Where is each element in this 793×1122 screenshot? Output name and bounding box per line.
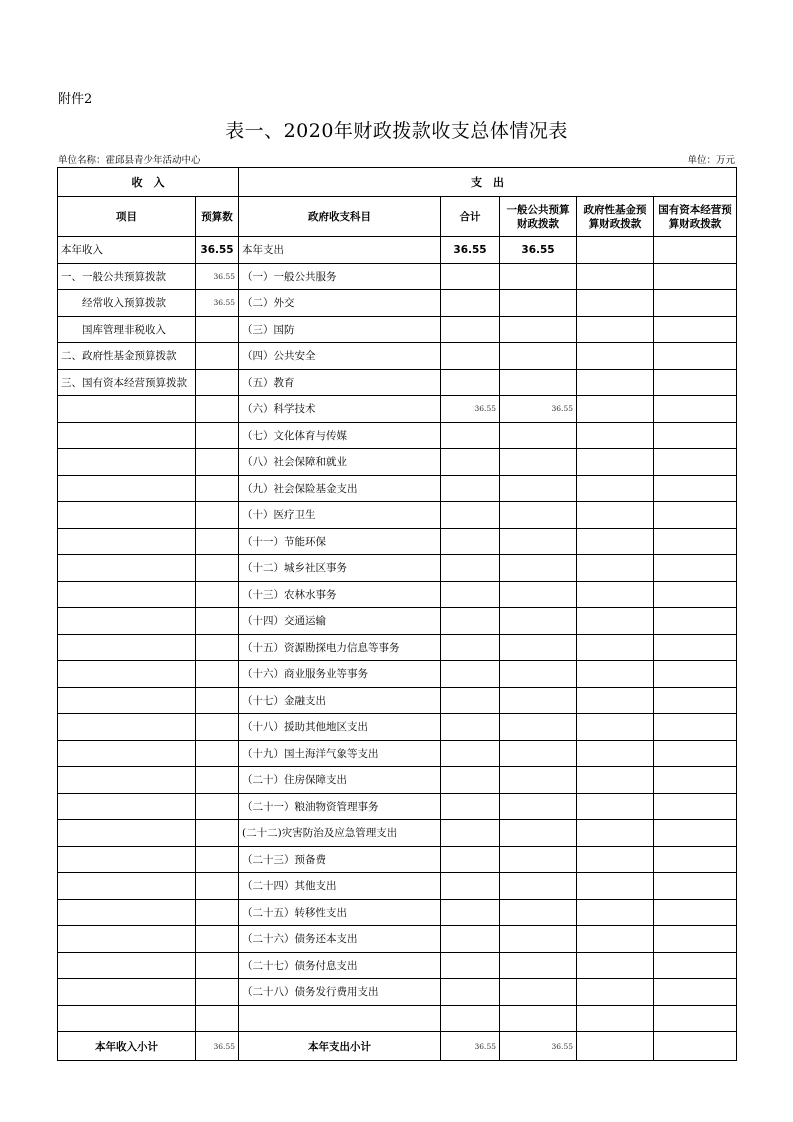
expense-item-gov-fund — [577, 449, 654, 476]
expense-item-total — [441, 767, 500, 794]
table-row — [58, 767, 737, 794]
expense-item-state-capital — [654, 714, 737, 741]
table-row — [58, 343, 737, 370]
expense-item-gov-fund — [577, 369, 654, 396]
expense-item-total — [441, 475, 500, 502]
income-item-value — [196, 1005, 239, 1032]
expense-item-total: 36.55 — [441, 396, 500, 423]
expense-item-gov-fund — [577, 528, 654, 555]
table-row — [58, 979, 737, 1006]
expense-item-general — [500, 661, 577, 688]
expense-item-state-capital — [654, 555, 737, 582]
col-header-gov-fund: 政府性基金预算财政拨款 — [577, 197, 654, 237]
income-item-label — [58, 979, 196, 1006]
subtotal-gov-fund — [577, 1032, 654, 1061]
expense-item-label: （十九）国土海洋气象等支出 — [239, 740, 441, 767]
table-row — [58, 634, 737, 661]
expense-item-general — [500, 528, 577, 555]
expense-item-label: （二十五）转移性支出 — [239, 899, 441, 926]
income-item-value — [196, 979, 239, 1006]
col-header-item: 项目 — [58, 197, 196, 237]
income-item-value — [196, 687, 239, 714]
expense-item-general — [500, 634, 577, 661]
table-row — [58, 263, 737, 290]
expense-item-state-capital — [654, 873, 737, 900]
expense-item-state-capital — [654, 581, 737, 608]
expense-item-general — [500, 740, 577, 767]
currency-unit: 单位：万元 — [687, 155, 735, 166]
expense-item-general — [500, 767, 577, 794]
table-row — [58, 661, 737, 688]
expense-item-gov-fund — [577, 793, 654, 820]
expense-item-gov-fund — [577, 290, 654, 317]
expense-item-general — [500, 1005, 577, 1032]
summary-income-value: 36.55 — [196, 237, 239, 264]
expense-item-gov-fund — [577, 661, 654, 688]
income-subtotal-label: 本年收入小计 — [58, 1032, 196, 1061]
income-item-label — [58, 740, 196, 767]
expense-item-gov-fund — [577, 952, 654, 979]
expense-item-gov-fund — [577, 767, 654, 794]
table-row — [58, 475, 737, 502]
expense-item-general — [500, 475, 577, 502]
expense-item-label: （二十三）预备费 — [239, 846, 441, 873]
expense-item-gov-fund — [577, 873, 654, 900]
expense-item-state-capital — [654, 396, 737, 423]
budget-table — [57, 167, 737, 1061]
income-item-value — [196, 396, 239, 423]
income-item-label: 国库管理非税收入 — [58, 316, 196, 343]
expense-item-state-capital — [654, 422, 737, 449]
summary-state-capital — [654, 237, 737, 264]
expense-item-label: （二十）住房保障支出 — [239, 767, 441, 794]
expense-item-total — [441, 555, 500, 582]
expense-item-gov-fund — [577, 263, 654, 290]
expense-item-general — [500, 899, 577, 926]
expense-item-label: （二十七）债务付息支出 — [239, 952, 441, 979]
income-item-label: 经常收入预算拨款 — [58, 290, 196, 317]
income-item-value — [196, 502, 239, 529]
expense-item-label: （二十六）债务还本支出 — [239, 926, 441, 953]
income-item-value — [196, 316, 239, 343]
expense-item-state-capital — [654, 740, 737, 767]
expense-item-gov-fund — [577, 979, 654, 1006]
table-row — [58, 502, 737, 529]
expense-item-state-capital — [654, 926, 737, 953]
expense-item-gov-fund — [577, 1005, 654, 1032]
expense-item-total — [441, 369, 500, 396]
expense-subtotal-total: 36.55 — [441, 1032, 500, 1061]
expense-item-label: （二十四）其他支出 — [239, 873, 441, 900]
expense-item-gov-fund — [577, 634, 654, 661]
expense-item-total — [441, 634, 500, 661]
summary-expense-general: 36.55 — [500, 237, 577, 264]
expense-item-state-capital — [654, 502, 737, 529]
expense-item-state-capital — [654, 767, 737, 794]
expense-item-general — [500, 714, 577, 741]
income-item-label — [58, 634, 196, 661]
header-row-columns — [58, 197, 737, 237]
expense-subtotal-general: 36.55 — [500, 1032, 577, 1061]
expense-item-total — [441, 979, 500, 1006]
income-item-value — [196, 634, 239, 661]
income-item-value — [196, 899, 239, 926]
income-item-value — [196, 449, 239, 476]
expense-item-gov-fund — [577, 316, 654, 343]
income-item-label — [58, 873, 196, 900]
income-item-label: 二、政府性基金预算拨款 — [58, 343, 196, 370]
income-item-label — [58, 899, 196, 926]
income-item-value — [196, 528, 239, 555]
table-row — [58, 396, 737, 423]
table-row — [58, 952, 737, 979]
expense-item-label — [239, 1005, 441, 1032]
income-item-label: 一、一般公共预算拨款 — [58, 263, 196, 290]
table-row — [58, 369, 737, 396]
table-row — [58, 846, 737, 873]
income-item-label — [58, 767, 196, 794]
income-item-label — [58, 793, 196, 820]
expense-item-state-capital — [654, 979, 737, 1006]
page-title: 表一、2020年财政拨款收支总体情况表 — [225, 120, 568, 142]
income-item-value — [196, 581, 239, 608]
expense-item-total — [441, 1005, 500, 1032]
expense-subtotal-label: 本年支出小计 — [239, 1032, 441, 1061]
income-item-label — [58, 687, 196, 714]
income-item-label — [58, 581, 196, 608]
expense-item-label: （十三）农林水事务 — [239, 581, 441, 608]
income-item-value — [196, 926, 239, 953]
col-header-general-budget: 一般公共预算财政拨款 — [500, 197, 577, 237]
table-row — [58, 899, 737, 926]
unit-name: 单位名称：霍邱县青少年活动中心 — [58, 155, 201, 166]
income-item-label — [58, 846, 196, 873]
income-item-label — [58, 714, 196, 741]
table-row — [58, 873, 737, 900]
income-item-value — [196, 873, 239, 900]
expense-item-label: （十二）城乡社区事务 — [239, 555, 441, 582]
summary-income-label: 本年收入 — [58, 237, 196, 264]
table-row — [58, 793, 737, 820]
expense-item-general — [500, 846, 577, 873]
expense-item-label: （六）科学技术 — [239, 396, 441, 423]
expense-item-gov-fund — [577, 714, 654, 741]
income-item-value — [196, 740, 239, 767]
expense-item-state-capital — [654, 687, 737, 714]
expense-item-total — [441, 873, 500, 900]
table-row — [58, 581, 737, 608]
col-header-state-capital: 国有资本经营预算财政拨款 — [654, 197, 737, 237]
expense-item-total — [441, 316, 500, 343]
income-item-value — [196, 767, 239, 794]
expense-item-gov-fund — [577, 343, 654, 370]
income-item-label — [58, 952, 196, 979]
expense-item-general — [500, 979, 577, 1006]
subtotal-state-capital — [654, 1032, 737, 1061]
expense-item-general — [500, 263, 577, 290]
table-row — [58, 555, 737, 582]
expense-item-general — [500, 449, 577, 476]
expense-item-state-capital — [654, 449, 737, 476]
expense-item-state-capital — [654, 634, 737, 661]
expense-item-general — [500, 316, 577, 343]
expense-item-label: （十四）交通运输 — [239, 608, 441, 635]
expense-item-gov-fund — [577, 581, 654, 608]
expense-item-total — [441, 820, 500, 847]
income-item-label — [58, 528, 196, 555]
income-item-value — [196, 608, 239, 635]
income-item-value — [196, 422, 239, 449]
income-item-value — [196, 793, 239, 820]
income-item-label — [58, 422, 196, 449]
table-row — [58, 740, 737, 767]
totals-row — [58, 1032, 737, 1061]
expense-item-label: （十七）金融支出 — [239, 687, 441, 714]
expense-item-total — [441, 449, 500, 476]
expense-item-total — [441, 422, 500, 449]
expense-item-state-capital — [654, 793, 737, 820]
expense-item-state-capital — [654, 369, 737, 396]
expense-item-general: 36.55 — [500, 396, 577, 423]
expense-item-state-capital — [654, 290, 737, 317]
col-header-gov-subject: 政府收支科目 — [239, 197, 441, 237]
expense-item-label: （九）社会保险基金支出 — [239, 475, 441, 502]
table-row — [58, 714, 737, 741]
expense-item-total — [441, 661, 500, 688]
expense-header: 支 出 — [239, 168, 737, 197]
income-item-label — [58, 475, 196, 502]
expense-item-label: （十一）节能环保 — [239, 528, 441, 555]
expense-item-state-capital — [654, 661, 737, 688]
income-item-label — [58, 926, 196, 953]
expense-item-state-capital — [654, 475, 737, 502]
expense-item-gov-fund — [577, 899, 654, 926]
expense-item-gov-fund — [577, 502, 654, 529]
expense-item-total — [441, 740, 500, 767]
expense-item-label: （二十一）粮油物资管理事务 — [239, 793, 441, 820]
expense-item-label: （十六）商业服务业等事务 — [239, 661, 441, 688]
summary-row — [58, 237, 737, 264]
table-row — [58, 608, 737, 635]
col-header-total: 合计 — [441, 197, 500, 237]
expense-item-total — [441, 952, 500, 979]
table-row — [58, 422, 737, 449]
expense-item-state-capital — [654, 899, 737, 926]
expense-item-total — [441, 528, 500, 555]
expense-item-total — [441, 926, 500, 953]
income-item-value — [196, 343, 239, 370]
income-item-value: 36.55 — [196, 263, 239, 290]
summary-expense-total: 36.55 — [441, 237, 500, 264]
expense-item-total — [441, 608, 500, 635]
expense-item-state-capital — [654, 263, 737, 290]
expense-item-total — [441, 899, 500, 926]
expense-item-general — [500, 422, 577, 449]
expense-item-gov-fund — [577, 926, 654, 953]
income-header: 收 入 — [58, 168, 239, 197]
expense-item-label: （八）社会保障和就业 — [239, 449, 441, 476]
income-item-value — [196, 952, 239, 979]
attachment-label: 附件2 — [58, 92, 93, 107]
table-row — [58, 528, 737, 555]
income-item-value: 36.55 — [196, 290, 239, 317]
expense-item-gov-fund — [577, 422, 654, 449]
expense-item-label: （四）公共安全 — [239, 343, 441, 370]
expense-item-total — [441, 581, 500, 608]
expense-item-gov-fund — [577, 555, 654, 582]
expense-item-gov-fund — [577, 820, 654, 847]
expense-item-gov-fund — [577, 475, 654, 502]
expense-item-general — [500, 687, 577, 714]
expense-item-state-capital — [654, 343, 737, 370]
expense-item-total — [441, 290, 500, 317]
expense-item-state-capital — [654, 952, 737, 979]
expense-item-total — [441, 343, 500, 370]
expense-item-general — [500, 926, 577, 953]
expense-item-label: （二十八）债务发行费用支出 — [239, 979, 441, 1006]
expense-item-general — [500, 608, 577, 635]
expense-item-state-capital — [654, 528, 737, 555]
expense-item-general — [500, 952, 577, 979]
income-item-label — [58, 820, 196, 847]
expense-item-label: (二十二)灾害防治及应急管理支出 — [239, 820, 441, 847]
expense-item-general — [500, 581, 577, 608]
expense-item-label: （十）医疗卫生 — [239, 502, 441, 529]
expense-item-total — [441, 502, 500, 529]
table-row — [58, 820, 737, 847]
expense-item-label: （三）国防 — [239, 316, 441, 343]
income-item-value — [196, 820, 239, 847]
expense-item-state-capital — [654, 608, 737, 635]
expense-item-general — [500, 343, 577, 370]
expense-item-label: （七）文化体育与传媒 — [239, 422, 441, 449]
income-item-value — [196, 846, 239, 873]
header-row-groups — [58, 168, 737, 197]
table-row — [58, 449, 737, 476]
expense-item-gov-fund — [577, 740, 654, 767]
expense-item-state-capital — [654, 846, 737, 873]
expense-item-state-capital — [654, 1005, 737, 1032]
income-item-label: 三、国有资本经营预算拨款 — [58, 369, 196, 396]
income-item-label — [58, 449, 196, 476]
table-row — [58, 926, 737, 953]
expense-item-label: （五）教育 — [239, 369, 441, 396]
expense-item-total — [441, 263, 500, 290]
income-item-value — [196, 714, 239, 741]
income-item-label — [58, 608, 196, 635]
income-item-value — [196, 475, 239, 502]
expense-item-general — [500, 290, 577, 317]
income-item-label — [58, 555, 196, 582]
expense-item-general — [500, 873, 577, 900]
income-item-value — [196, 661, 239, 688]
income-item-label — [58, 661, 196, 688]
income-item-value — [196, 555, 239, 582]
income-item-label — [58, 502, 196, 529]
income-item-label — [58, 1005, 196, 1032]
expense-item-general — [500, 820, 577, 847]
expense-item-gov-fund — [577, 608, 654, 635]
expense-item-state-capital — [654, 820, 737, 847]
table-row — [58, 687, 737, 714]
summary-gov-fund — [577, 237, 654, 264]
expense-item-label: （十八）援助其他地区支出 — [239, 714, 441, 741]
expense-item-total — [441, 846, 500, 873]
col-header-budget: 预算数 — [196, 197, 239, 237]
expense-item-total — [441, 793, 500, 820]
expense-item-general — [500, 502, 577, 529]
table-row — [58, 1005, 737, 1032]
table-row — [58, 316, 737, 343]
expense-item-state-capital — [654, 316, 737, 343]
income-subtotal-value: 36.55 — [196, 1032, 239, 1061]
expense-item-general — [500, 555, 577, 582]
income-item-value — [196, 369, 239, 396]
expense-item-gov-fund — [577, 687, 654, 714]
summary-expense-label: 本年支出 — [239, 237, 441, 264]
expense-item-gov-fund — [577, 396, 654, 423]
income-item-label — [58, 396, 196, 423]
expense-item-label: （二）外交 — [239, 290, 441, 317]
expense-item-label: （十五）资源勘探电力信息等事务 — [239, 634, 441, 661]
expense-item-total — [441, 687, 500, 714]
expense-item-gov-fund — [577, 846, 654, 873]
expense-item-general — [500, 793, 577, 820]
table-row — [58, 290, 737, 317]
expense-item-label: （一）一般公共服务 — [239, 263, 441, 290]
expense-item-total — [441, 714, 500, 741]
expense-item-general — [500, 369, 577, 396]
